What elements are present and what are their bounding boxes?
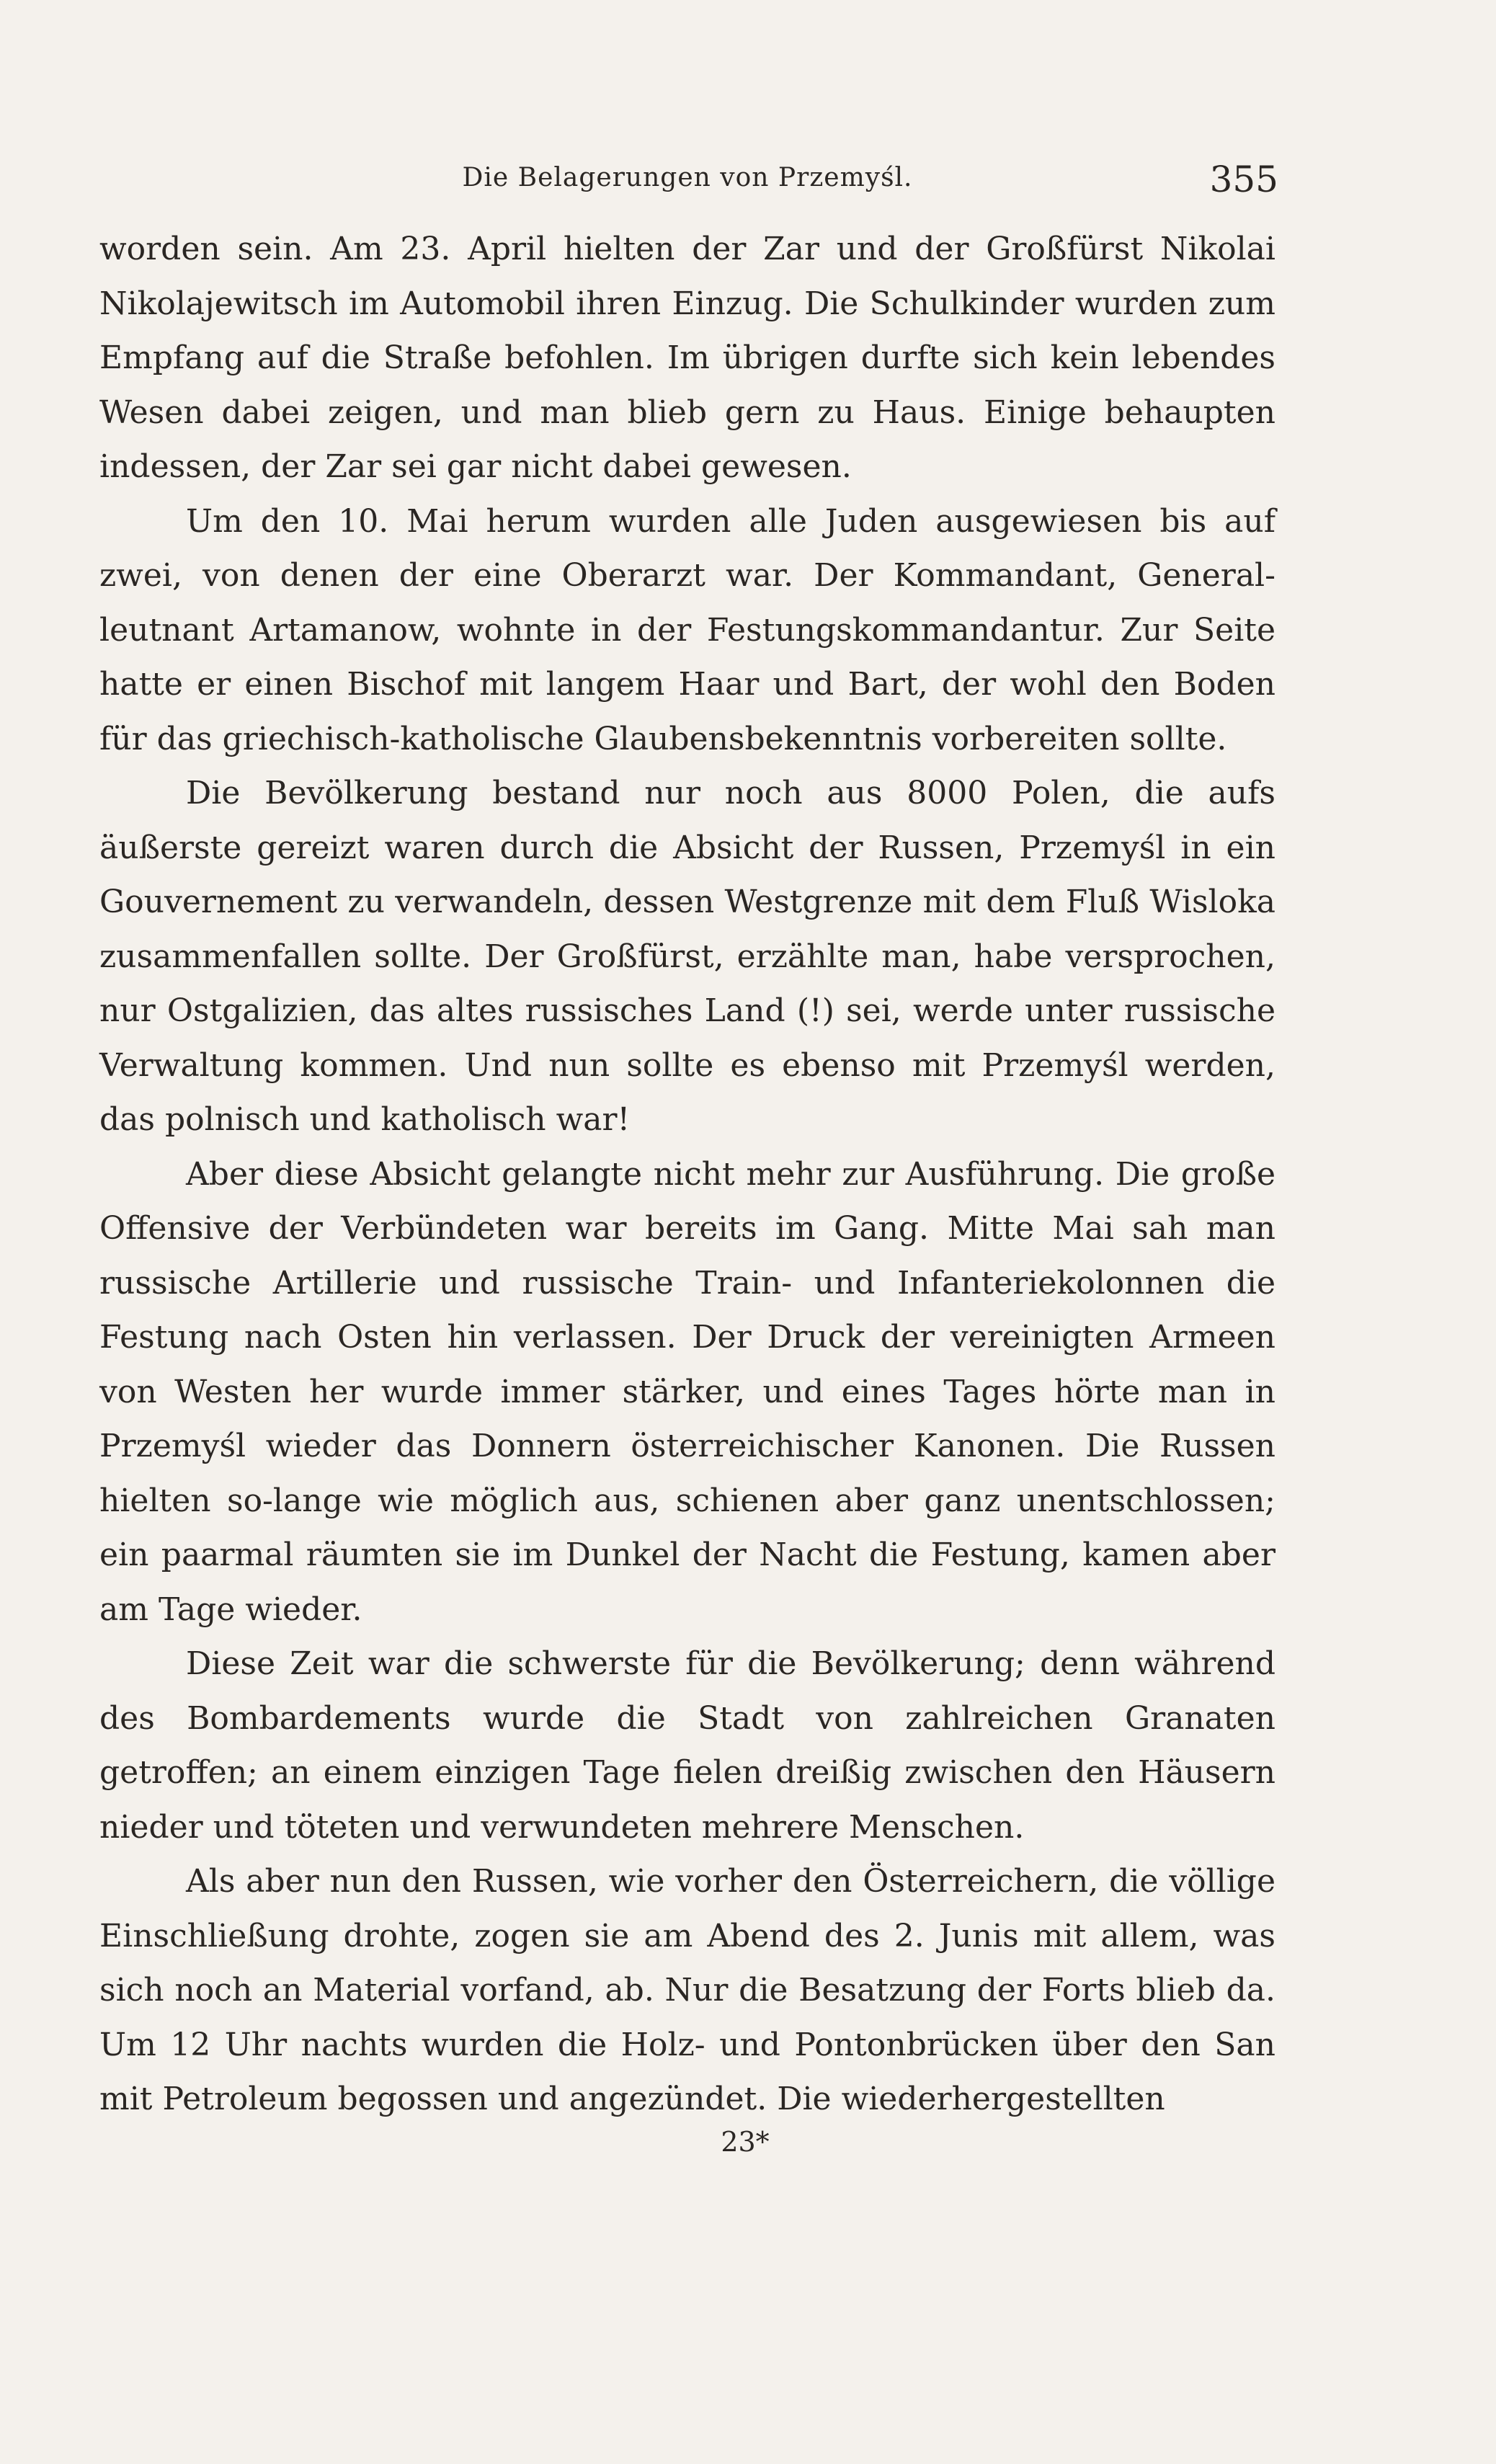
paragraph-3: Die Bevölkerung bestand nur noch aus 8000 Polen, die aufs äußerste gereizt waren durch die Absicht der Russen, Przemyśl in ein Gouvernement zu verwandeln, dessen Westgrenze mit dem Fluß Wisloka zusammenfallen sollte. Der Großfürst, erzählte man, habe versprochen, nur Ostgalizien, das altes russisches Land (!) sei, werde unter russische Verwaltung kommen. Und nun sollte es ebenso mit Przemyśl werden, das polnisch und katholisch war! bbox=[99, 775, 1275, 1138]
paragraph-5: Diese Zeit war die schwerste für die Bevölkerung; denn während des Bombardements wurde die Stadt von zahlreichen Granaten getroffen; an einem einzigen Tage fielen dreißig zwischen den Häusern nieder und töteten und verwundeten mehrere Menschen. bbox=[99, 1645, 1275, 1846]
paragraph-2: Um den 10. Mai herum wurden alle Juden ausgewiesen bis auf zwei, von denen der eine Oberarzt war. Der Kommandant, General-leutnant Artamanow, wohnte in der Festungskommandantur. Zur Seite hatte er einen Bischof mit langem Haar und Bart, der wohl den Boden für das griechisch-katholische Glaubensbekenntnis vorbereiten sollte. bbox=[99, 502, 1275, 757]
page-body bbox=[99, 222, 1275, 2127]
running-head: Die Belagerungen von Przemyśl. bbox=[462, 163, 913, 192]
paragraph-6: Als aber nun den Russen, wie vorher den Österreichern, die völlige Einschließung drohte, zogen sie am Abend des 2. Junis mit allem, was sich noch an Material vorfand, ab. Nur die Besatzung der Forts blieb da. Um 12 Uhr nachts wurden die Holz- und Pontonbrücken über den San mit Petroleum begossen und angezündet. Die wiederhergestellten bbox=[99, 1863, 1275, 2117]
signature-mark: 23* bbox=[721, 2126, 770, 2158]
paragraph-4: Aber diese Absicht gelangte nicht mehr zur Ausführung. Die große Offensive der Verbündeten war bereits im Gang. Mitte Mai sah man russische Artillerie und russische Train- und Infanteriekolonnen die Festung nach Osten hin verlassen. Der Druck der vereinigten Armeen von Westen her wurde immer stärker, und eines Tages hörte man in Przemyśl wieder das Donnern österreichischer Kanonen. Die Russen hielten so-lange wie möglich aus, schienen aber ganz unentschlossen; ein paarmal räumten sie im Dunkel der Nacht die Festung, kamen aber am Tage wieder. bbox=[99, 1155, 1275, 1628]
page-header bbox=[99, 159, 1278, 202]
page-number: 355 bbox=[1209, 159, 1278, 200]
paragraph-1: worden sein. Am 23. April hielten der Zar und der Großfürst Nikolai Nikolajewitsch im Automobil ihren Einzug. Die Schulkinder wurden zum Empfang auf die Straße befohlen. Im übrigen durfte sich kein lebendes Wesen dabei zeigen, und man blieb gern zu Haus. Einige behaupten indessen, der Zar sei gar nicht dabei gewesen. bbox=[99, 231, 1275, 485]
book-page bbox=[99, 144, 1278, 2220]
